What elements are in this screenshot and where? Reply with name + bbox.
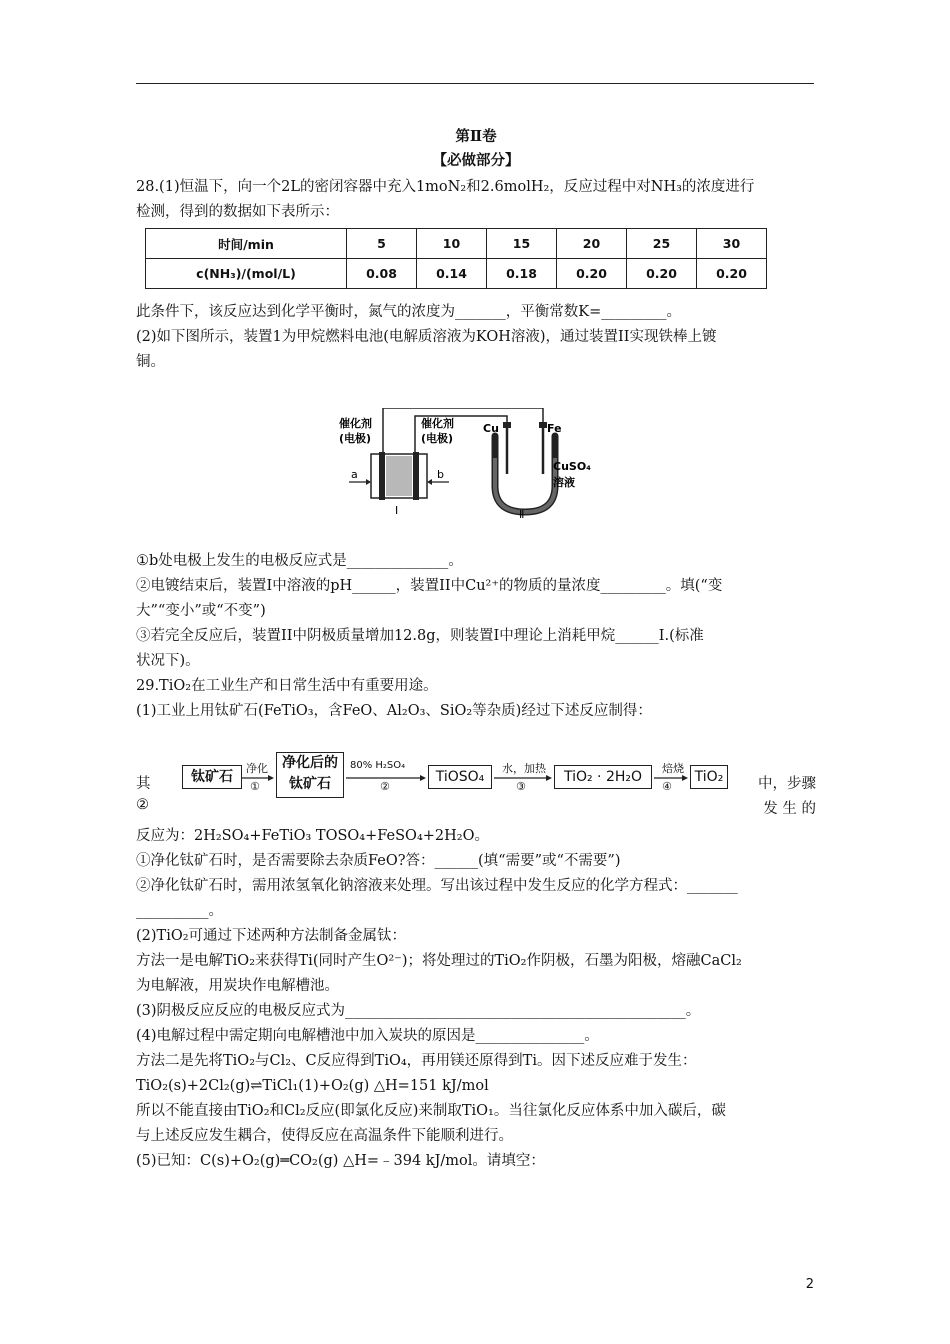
label-a: a: [351, 468, 358, 481]
label-device-II: Ⅱ: [519, 508, 525, 520]
label-cu: Cu: [483, 422, 499, 435]
flow-box-purified-ore-1: 净化后的: [282, 755, 338, 771]
flow-right-text-1: 中，步骤: [758, 776, 816, 792]
q29-method2: 方法二是先将TiO₂与Cl₂、C反应得到TiO₄，再用镁还原得到Ti。因下述反应难于发生：: [136, 1053, 697, 1069]
table-cell: 30: [697, 229, 767, 259]
flow-arrow3-bot: ③: [516, 780, 526, 793]
q29-sub1: ①净化钛矿石时，是否需要除去杂质FeO?答：______(填“需要”或“不需要”): [136, 853, 621, 869]
catalyst-left-label: 催化剂: [339, 417, 372, 430]
table-row: [146, 229, 767, 259]
table-cell: 5: [347, 229, 417, 259]
q28-sub2-1: ②电镀结束后，装置I中溶液的pH______，装置II中Cu²⁺的物质的量浓度_________。填(“变: [136, 578, 723, 594]
label-fe: Fe: [547, 422, 562, 435]
flow-box-tioso4: TiOSO₄: [428, 765, 492, 789]
catalyst-right-label: (电极): [421, 432, 454, 445]
table-cell: 0.18: [487, 259, 557, 289]
q29-part1: (1)工业上用钛矿石(FeTiO₃，含FeO、Al₂O₃、SiO₂等杂质)经过下述反应制得：: [136, 703, 652, 719]
table-cell: 0.14: [417, 259, 487, 289]
flow-box-purified-ore: [276, 752, 344, 798]
q28-intro-1: 28.(1)恒温下，向一个2L的密闭容器中充入1moN₂和2.6molH₂，反应过程中对NH₃的浓度进行: [136, 179, 755, 195]
table-cell: 25: [627, 229, 697, 259]
table-header-conc: c(NH₃)/(mol/L): [146, 259, 347, 289]
q29-part4: (4)电解过程中需定期向电解槽池中加入炭块的原因是_______________。: [136, 1028, 599, 1044]
table-cell: 20: [557, 229, 627, 259]
section-title: 第Ⅱ卷: [455, 128, 497, 145]
flow-box-tio2: TiO₂: [690, 765, 728, 789]
flow-arrow3-top: 水，加热: [502, 762, 546, 775]
q28-sub2-2: 大”“变小”或“不变”): [136, 603, 266, 619]
table-header-time: 时间/min: [146, 229, 347, 259]
q28-intro-2: 检测，得到的数据如下表所示：: [136, 204, 339, 220]
wire-line: [383, 408, 543, 438]
q29-method2b-1: 所以不能直接由TiO₂和Cl₂反应(即氯化反应)来制取TiO₁。当往氯化反应体系中加入碳后，碳: [136, 1103, 726, 1119]
flow-box-purified-ore-2: 钛矿石: [289, 776, 331, 792]
q28-sub3-2: 状况下)。: [136, 653, 200, 669]
label-device-I: Ⅰ: [395, 504, 399, 517]
electrolyte: [386, 456, 412, 496]
q29-sub2-2: __________。: [136, 903, 223, 919]
flow-right-text-2: 发 生 的: [763, 801, 816, 817]
flow-box-tio2-hydrate: TiO₂ · 2H₂O: [554, 765, 652, 789]
flow-arrow1-top: 净化: [246, 762, 268, 775]
table-row: [146, 259, 767, 289]
q29-method1-1: 方法一是电解TiO₂来获得Ti(同时产生O²⁻)；将处理过的TiO₂作阴极，石墨为阳极，熔融CaCl₂: [136, 953, 742, 969]
flow-box-ore: 钛矿石: [182, 765, 242, 789]
flow-left-text-1: 其: [136, 776, 151, 792]
process-flow: [136, 752, 816, 817]
label-cuso4: CuSO₄: [553, 460, 591, 473]
table-cell: 15: [487, 229, 557, 259]
header-rule: [136, 83, 814, 84]
q29-method2b-2: 与上述反应发生耦合，使得反应在高温条件下能顺利进行。: [136, 1128, 513, 1144]
concentration-table: [145, 228, 767, 289]
q29-intro: 29.TiO₂在工业生产和日常生活中有重要用途。: [136, 678, 438, 694]
electrode-left: [379, 452, 385, 500]
q28-part2-2: 铜。: [136, 354, 165, 370]
flow-left-text-2: ②: [136, 797, 149, 813]
q28-sub3-1: ③若完全反应后，装置II中阴极质量增加12.8g，则装置I中理论上消耗甲烷______I.(标准: [136, 628, 704, 644]
flow-arrow2-top: 80% H₂SO₄: [350, 760, 406, 771]
q29-part2: (2)TiO₂可通过下述两种方法制备金属钛：: [136, 928, 407, 944]
u-tube: [495, 436, 555, 512]
flow-arrow1-bot: ①: [250, 780, 260, 793]
q29-equation: TiO₂(s)+2Cl₂(g)⇌TiCl₁(1)+O₂(g) △H=151 kJ/mol: [136, 1078, 489, 1094]
table-cell: 0.20: [697, 259, 767, 289]
q28-part2-1: (2)如下图所示，装置1为甲烷燃料电池(电解质溶液为KOH溶液)，通过装置II实现铁棒上镀: [136, 329, 717, 345]
label-b: b: [437, 468, 444, 481]
catalyst-right-label: 催化剂: [421, 417, 454, 430]
table-cell: 10: [417, 229, 487, 259]
table-cell: 0.08: [347, 259, 417, 289]
catalyst-left-label: (电极): [339, 432, 372, 445]
q29-sub2-1: ②净化钛矿石时，需用浓氢氧化钠溶液来处理。写出该过程中发生反应的化学方程式：_______: [136, 878, 738, 894]
label-solution: 溶液: [553, 476, 575, 489]
page-number: 2: [805, 1277, 814, 1292]
q29-part3: (3)阴极反应反应的电极反应式为_______________________________________________。: [136, 1003, 701, 1019]
table-cell: 0.20: [557, 259, 627, 289]
table-cell: 0.20: [627, 259, 697, 289]
section-subtitle: 【必做部分】: [432, 152, 520, 169]
flow-arrow4-top: 焙烧: [662, 762, 684, 775]
q29-part5: (5)已知：C(s)+O₂(g)═CO₂(g) △H=﹣394 kJ/mol。请填空：: [136, 1153, 545, 1169]
apparatus-diagram: [335, 408, 595, 520]
flow-arrow2-bot: ②: [380, 780, 390, 793]
flow-arrow4-bot: ④: [662, 780, 672, 793]
electrode-right: [413, 452, 419, 500]
q29-method1-2: 为电解液，用炭块作电解槽池。: [136, 978, 339, 994]
q29-reaction: 反应为：2H₂SO₄+FeTiO₃ TOSO₄+FeSO₄+2H₂O。: [136, 828, 489, 844]
q28-sub1: ①b处电极上发生的电极反应式是______________。: [136, 553, 463, 569]
q28-after-table: 此条件下，该反应达到化学平衡时，氮气的浓度为_______，平衡常数K=_________。: [136, 304, 681, 320]
